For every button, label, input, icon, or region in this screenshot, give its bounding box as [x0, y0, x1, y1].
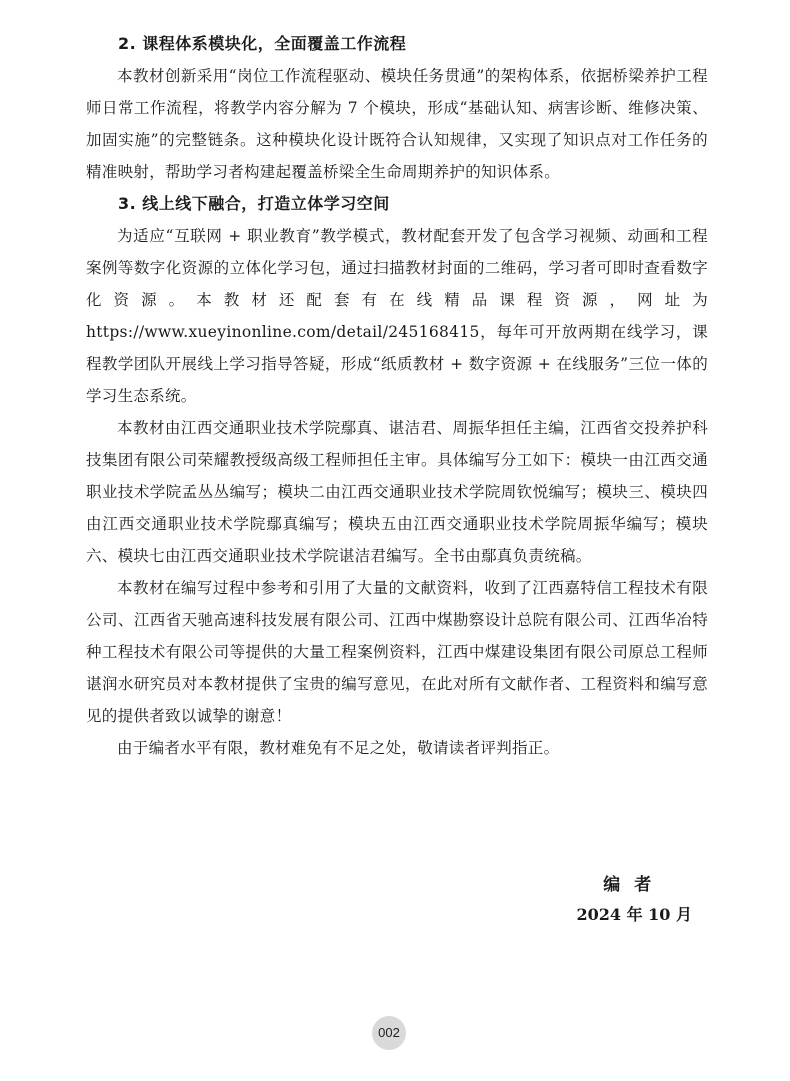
acknowledgement-paragraph: 本教材在编写过程中参考和引用了大量的文献资料，收到了江西嘉特信工程技术有限公司、江西省天驰高速科技发展有限公司、江西中煤勘察设计总院有限公司、江西华冶特种工程技术有限公司等提供的大量工程案例资料，江西中煤建设集团有限公司原总工程师谌润水研究员对本教材提供了宝贵的编写意见，在此对所有文献作者、工程资料和编写意见的提供者致以诚挚的谢意！	[86, 579, 708, 725]
signature-date: 2024 年 10 月	[576, 905, 692, 924]
section-paragraph-2: 本教材创新采用“岗位工作流程驱动、模块任务贯通”的架构体系，依据桥梁养护工程师日常工作流程，将教学内容分解为 7 个模块，形成“基础认知、病害诊断、维修决策、加固实施”的完整链条。这种模块化设计既符合认知规律，又实现了知识点对工作任务的精准映射，帮助学习者构建起覆盖桥梁全生命周期养护的知识体系。	[86, 67, 708, 181]
signature-block	[576, 870, 692, 930]
section-paragraph-3: 为适应“互联网 + 职业教育”教学模式，教材配套开发了包含学习视频、动画和工程案例等数字化资源的立体化学习包，通过扫描教材封面的二维码，学习者可即时查看数字化资源。本教材还配套有在线精品课程资源，网址为 https://www.xueyinonline.com/detail/245168415，每年可开放两期在线学习，课程教学团队开展线上学习指导答疑，形成“纸质教材 + 数字资源 + 在线服务”三位一体的学习生态系统。	[86, 227, 708, 405]
signature-author: 编者	[603, 875, 666, 895]
disclaimer-paragraph: 由于编者水平有限，教材难免有不足之处，敬请读者评判指正。	[117, 739, 560, 757]
page-content	[86, 28, 708, 764]
page-number-badge: 002	[372, 1016, 406, 1050]
authorship-paragraph: 本教材由江西交通职业技术学院鄢真、谌洁君、周振华担任主编，江西省交投养护科技集团有限公司荣耀教授级高级工程师担任主审。具体编写分工如下：模块一由江西交通职业技术学院孟丛丛编写；模块二由江西交通职业技术学院周钦悦编写；模块三、模块四由江西交通职业技术学院鄢真编写；模块五由江西交通职业技术学院周振华编写；模块六、模块七由江西交通职业技术学院谌洁君编写。全书由鄢真负责统稿。	[86, 419, 708, 565]
section-heading-3: 3. 线上线下融合，打造立体学习空间	[118, 194, 390, 213]
section-heading-2: 2. 课程体系模块化，全面覆盖工作流程	[118, 34, 407, 53]
